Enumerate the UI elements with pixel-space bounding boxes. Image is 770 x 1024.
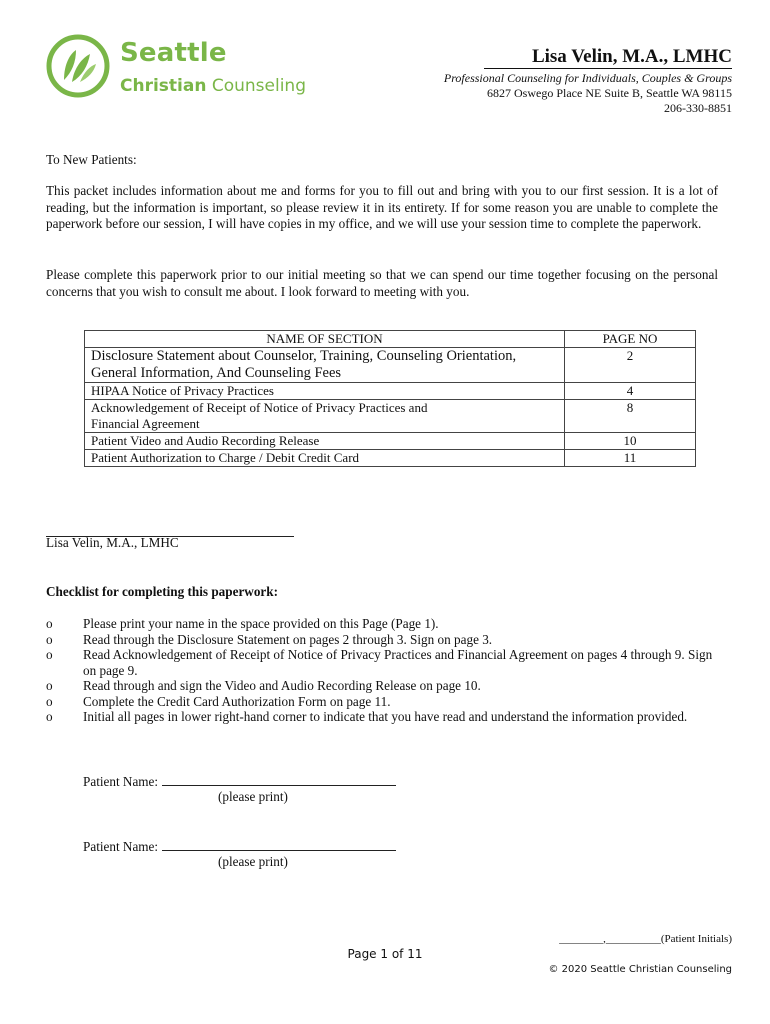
bullet: o	[46, 631, 53, 647]
bullet: o	[46, 693, 53, 709]
logo-word-christian: Christian	[120, 76, 207, 96]
patient-name-label: Patient Name:	[83, 774, 159, 789]
instructions-paragraph: Please complete this paperwork prior to our initial meeting so that we can spend our time together focusing on the personal concerns that you wish to consult me about. I look forward to meeting with you.	[46, 267, 718, 299]
section-name: HIPAA Notice of Privacy Practices	[85, 383, 565, 400]
section-name: Patient Authorization to Charge / Debit Credit Card	[85, 450, 565, 467]
please-print-hint: (please print)	[218, 854, 288, 869]
section-name: Acknowledgement of Receipt of Notice of Privacy Practices and Financial Agreement	[85, 400, 565, 433]
section-name: Disclosure Statement about Counselor, Training, Counseling Orientation, General Information, And Counseling Fees	[85, 348, 565, 383]
checklist-item-text: Initial all pages in lower right-hand corner to indicate that you have read and understand the information provided.	[83, 709, 688, 724]
checklist-title: Checklist for completing this paperwork:	[46, 584, 278, 599]
table-header-row	[85, 331, 696, 348]
section-name: Patient Video and Audio Recording Release	[85, 433, 565, 450]
leaf-logo-icon	[46, 34, 110, 98]
list-item	[46, 709, 726, 725]
checklist-item-text: Read Acknowledgement of Receipt of Notice of Privacy Practices and Financial Agreement on pages 4 through 9. Sign on page 9.	[83, 647, 713, 678]
table-row	[85, 400, 696, 433]
checklist-item-text: Complete the Credit Card Authorization Form on page 11.	[83, 693, 391, 709]
patient-name-field-2	[83, 838, 396, 855]
section-page: 8	[565, 400, 696, 433]
letterhead	[352, 46, 732, 116]
column-header-page: PAGE NO	[565, 331, 696, 348]
table-row	[85, 348, 696, 383]
section-page: 2	[565, 348, 696, 383]
column-header-section: NAME OF SECTION	[85, 331, 565, 348]
intro-paragraph: This packet includes information about me and forms for you to fill out and bring with you to our first session. It is a lot of reading, but the information is important, so please review it in its entirety. If for some reason you are unable to complete the paperwork before our session, I will have copies in my office, and we will use your session time to complete the paperwork.	[46, 183, 718, 231]
bullet: o	[46, 647, 53, 662]
bullet: o	[46, 616, 53, 631]
copyright-notice: © 2020 Seattle Christian Counseling	[548, 964, 732, 975]
patient-name-input[interactable]	[162, 838, 396, 851]
list-item	[46, 678, 726, 694]
practice-tagline: Professional Counseling for Individuals, Couples & Groups	[443, 71, 732, 85]
counselor-name: Lisa Velin, M.A., LMHC	[484, 46, 732, 69]
table-row	[85, 383, 696, 400]
logo-word-counseling: Counseling	[206, 76, 306, 96]
checklist-item-text: Read through and sign the Video and Audio Recording Release on page 10.	[83, 678, 481, 693]
bullet: o	[46, 709, 53, 724]
office-phone: 206-330-8851	[664, 101, 732, 115]
section-page: 4	[565, 383, 696, 400]
checklist-item-text: Please print your name in the space provided on this Page (Page 1).	[83, 616, 439, 631]
logo-wordmark-bottom	[120, 76, 306, 96]
table-row	[85, 433, 696, 450]
company-logo	[46, 34, 306, 102]
sections-table	[84, 330, 696, 467]
list-item	[46, 647, 726, 678]
please-print-hint: (please print)	[218, 789, 288, 804]
counselor-signature-name: Lisa Velin, M.A., LMHC	[46, 535, 179, 550]
patient-initials-field[interactable]: ________,__________(Patient Initials)	[559, 933, 732, 945]
logo-wordmark-top: Seattle	[120, 38, 227, 68]
patient-name-input[interactable]	[162, 773, 396, 786]
section-page: 10	[565, 433, 696, 450]
list-item	[46, 616, 726, 632]
bullet: o	[46, 678, 53, 693]
greeting: To New Patients:	[46, 152, 137, 167]
table-row	[85, 450, 696, 467]
list-item	[46, 632, 726, 648]
section-page: 11	[565, 450, 696, 467]
office-address: 6827 Oswego Place NE Suite B, Seattle WA 98115	[487, 86, 732, 100]
patient-name-label: Patient Name:	[83, 839, 159, 854]
checklist	[46, 616, 726, 725]
patient-name-field-1	[83, 773, 396, 790]
list-item	[46, 694, 726, 710]
page-number: Page 1 of 11	[347, 947, 423, 961]
checklist-item-text: Read through the Disclosure Statement on pages 2 through 3. Sign on page 3.	[83, 631, 493, 647]
